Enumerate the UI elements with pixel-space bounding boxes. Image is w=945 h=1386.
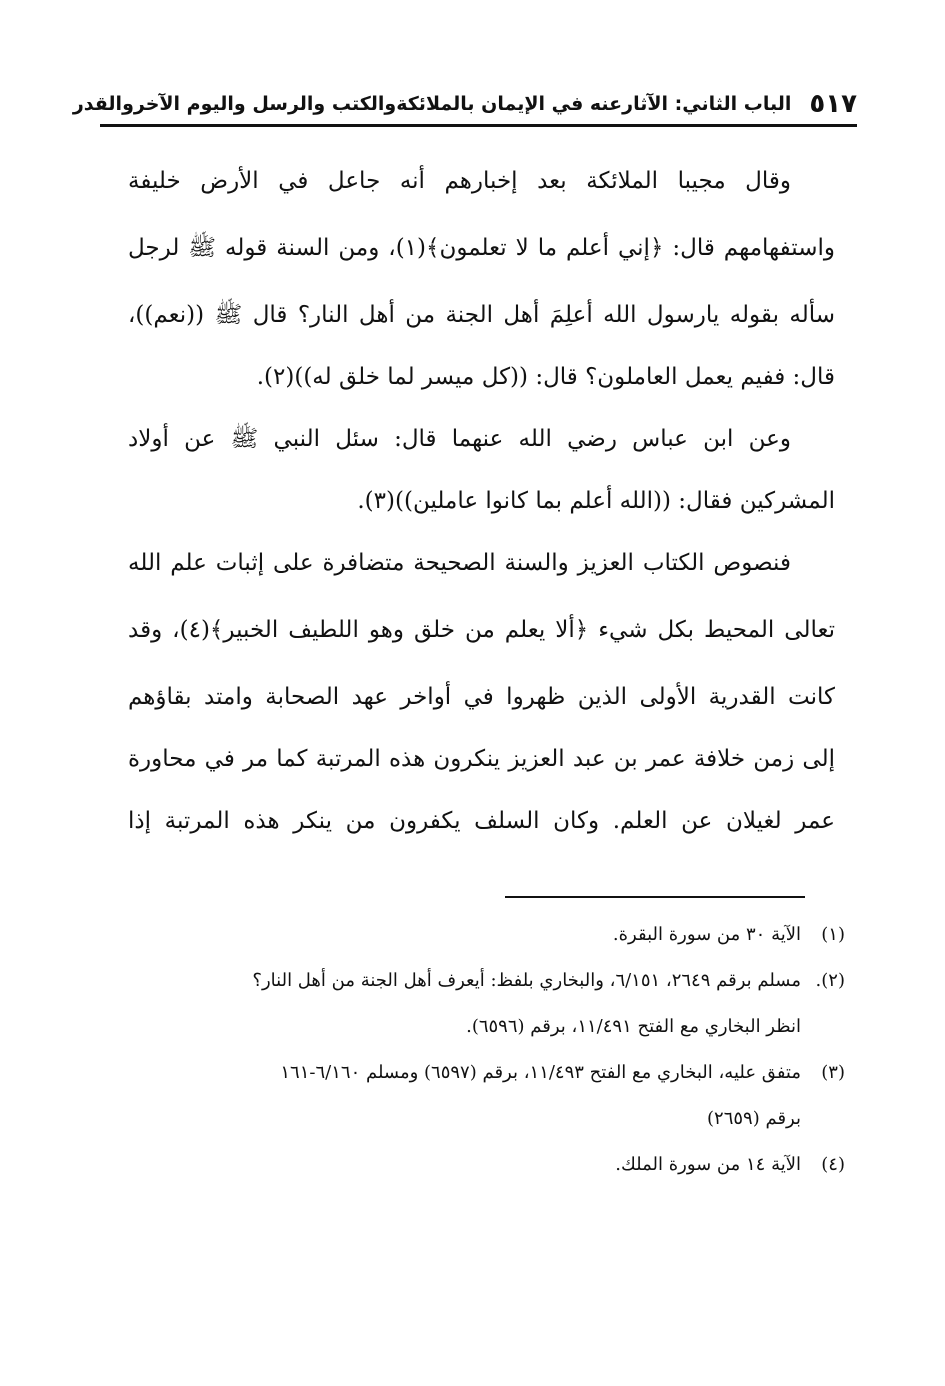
footnote-number: (٣) <box>821 1062 845 1083</box>
text-line: واستفهامهم قال: ﴿إني أعلم ما لا تعلمون﴾(١)، ومن السنة قوله ﷺ لرجل <box>128 235 835 261</box>
footnote-number: (٤) <box>821 1154 845 1175</box>
footnote <box>120 958 845 1050</box>
running-title: الباب الثاني: الآثارعنه في الإيمان بالملائكةوالكتب والرسل واليوم الآخروالقدر <box>72 93 792 115</box>
footnote-line: برقم (٢٦٥٩) <box>707 1108 801 1129</box>
text-line: عمر لغيلان عن العلم. وكان السلف يكفرون من ينكر هذه المرتبة إذا <box>128 808 835 834</box>
text-line: المشركين فقال: ((الله أعلم بما كانوا عاملين))(٣). <box>357 488 835 514</box>
footnote-line: الآية ٣٠ من سورة البقرة. <box>612 924 801 945</box>
text-line: كانت القدرية الأولى الذين ظهروا في أواخر عهد الصحابة وامتد بقاؤهم <box>128 684 835 710</box>
footnote-divider <box>505 896 805 898</box>
text-line: تعالى المحيط بكل شيء ﴿ألا يعلم من خلق وهو اللطيف الخبير﴾(٤)، وقد <box>128 617 835 643</box>
footnote-number: (١) <box>821 924 845 945</box>
text-line: وقال مجيبا الملائكة بعد إخبارهم أنه جاعل في الأرض خليفة <box>128 168 791 194</box>
footnote-line: الآية ١٤ من سورة الملك. <box>615 1154 801 1175</box>
main-text <box>128 150 835 852</box>
footnote <box>120 1142 845 1188</box>
footnote <box>120 912 845 958</box>
text-line: وعن ابن عباس رضي الله عنهما قال: سئل النبي ﷺ عن أولاد <box>128 426 791 452</box>
footnote-line: انظر البخاري مع الفتح ١١/٤٩١، برقم (٦٥٩٦). <box>466 1016 801 1037</box>
footnotes <box>120 912 845 1188</box>
footnote-line: مسلم برقم ٢٦٤٩، ٦/١٥١، والبخاري بلفظ: أيعرف أهل الجنة من أهل النار؟ <box>252 970 801 991</box>
text-line: إلى زمن خلافة عمر بن عبد العزيز ينكرون هذه المرتبة كما مر في محاورة <box>128 746 835 772</box>
page-number: ٥١٧ <box>809 89 857 119</box>
text-line: فنصوص الكتاب العزيز والسنة الصحيحة متضافرة على إثبات علم الله <box>128 550 791 576</box>
footnote-line: متفق عليه، البخاري مع الفتح ١١/٤٩٣، برقم (٦٥٩٧) ومسلم ٦/١٦٠-١٦١ <box>280 1062 801 1083</box>
text-line: قال: ففيم يعمل العاملون؟ قال: ((كل ميسر لما خلق له))(٢). <box>256 364 835 390</box>
page-header <box>72 84 857 127</box>
footnote <box>120 1050 845 1142</box>
text-line: سأله بقوله يارسول الله أعلِمَ أهل الجنة من أهل النار؟ قال ﷺ ((نعم))، <box>128 302 835 328</box>
footnote-number: (٢). <box>815 970 845 991</box>
